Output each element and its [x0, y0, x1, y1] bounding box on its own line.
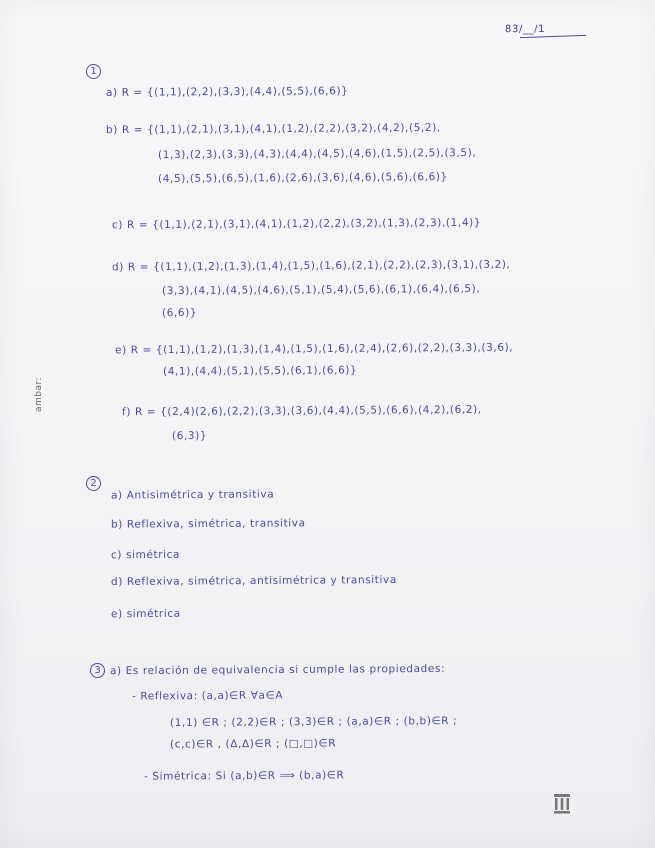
q1-e-line-1: e) R = {(1,1),(1,2),(1,3),(1,4),(1,5),(1,6),(2,4),(2,6),(2,2),(3,3),(3,6),	[114, 341, 514, 357]
header-underline	[520, 35, 586, 38]
q1-b-line-2: (1,3),(2,3),(3,3),(4,3),(4,4),(4,5),(4,6),(1,5),(2,5),(3,5),	[157, 146, 477, 162]
q1-c-line: c) R = {(1,1),(2,1),(3,1),(4,1),(1,2),(2,2),(3,2),(1,3),(2,3),(1,4)}	[111, 216, 482, 232]
question-2-number: 2	[86, 476, 101, 491]
q2-b-line: b) Reflexiva, simétrica, transitiva	[110, 517, 306, 531]
q3-simetrica-line: - Simétrica: Si (a,b)∈R ⟹ (b,a)∈R	[143, 769, 345, 783]
q3-a-line: a) Es relación de equivalencia si cumple las propiedades:	[109, 662, 446, 678]
q1-d-line-3: (6,6)}	[161, 306, 198, 320]
q1-a-line: a) R = {(1,1),(2,2),(3,3),(4,4),(5,5),(6,6)}	[105, 85, 349, 99]
q2-e-line: e) simétrica	[110, 607, 181, 621]
q3-reflexiva-pairs-2: (c,c)∈R , (Δ,Δ)∈R ; (□,□)∈R	[169, 737, 337, 751]
margin-label: ambar:	[34, 376, 44, 412]
q3-reflexiva-pairs-1: (1,1) ∈R ; (2,2)∈R ; (3,3)∈R ; (a,a)∈R ; (b,b)∈R ;	[169, 714, 458, 730]
q1-e-line-2: (4,1),(4,4),(5,1),(5,5),(6,1),(6,6)}	[162, 364, 358, 378]
q1-d-line-2: (3,3),(4,1),(4,5),(4,6),(5,1),(5,4),(5,6),(6,1),(6,4),(6,5),	[161, 282, 481, 298]
q1-d-line-1: d) R = {(1,1),(1,2),(1,3),(1,4),(1,5),(1,6),(2,1),(2,2),(2,3),(3,1),(3,2),	[111, 258, 511, 274]
q1-f-line-2: (6,3)}	[171, 429, 208, 443]
q2-c-line: c) simétrica	[110, 548, 181, 562]
q2-d-line: d) Reflexiva, simétrica, antisimétrica y transitiva	[110, 574, 397, 588]
q3-reflexiva-line: - Reflexiva: (a,a)∈R ∀a∈A	[131, 689, 284, 703]
q1-b-line-1: b) R = {(1,1),(2,1),(3,1),(4,1),(1,2),(2,2),(3,2),(4,2),(5,2),	[105, 121, 441, 137]
columns-logo-icon	[553, 793, 571, 815]
q1-f-line-1: f) R = {(2,4)(2,6),(2,2),(3,3),(3,6),(4,4),(5,5),(6,6),(4,2),(6,2),	[121, 403, 482, 419]
q1-b-line-3: (4,5),(5,5),(6,5),(1,6),(2,6),(3,6),(4,6),(5,6),(6,6)}	[157, 170, 448, 186]
q2-a-line: a) Antisimétrica y transitiva	[110, 488, 275, 502]
question-3-number: 3	[90, 663, 105, 678]
question-1-number: 1	[86, 64, 101, 79]
page-reference: 83/__/1	[504, 23, 546, 36]
